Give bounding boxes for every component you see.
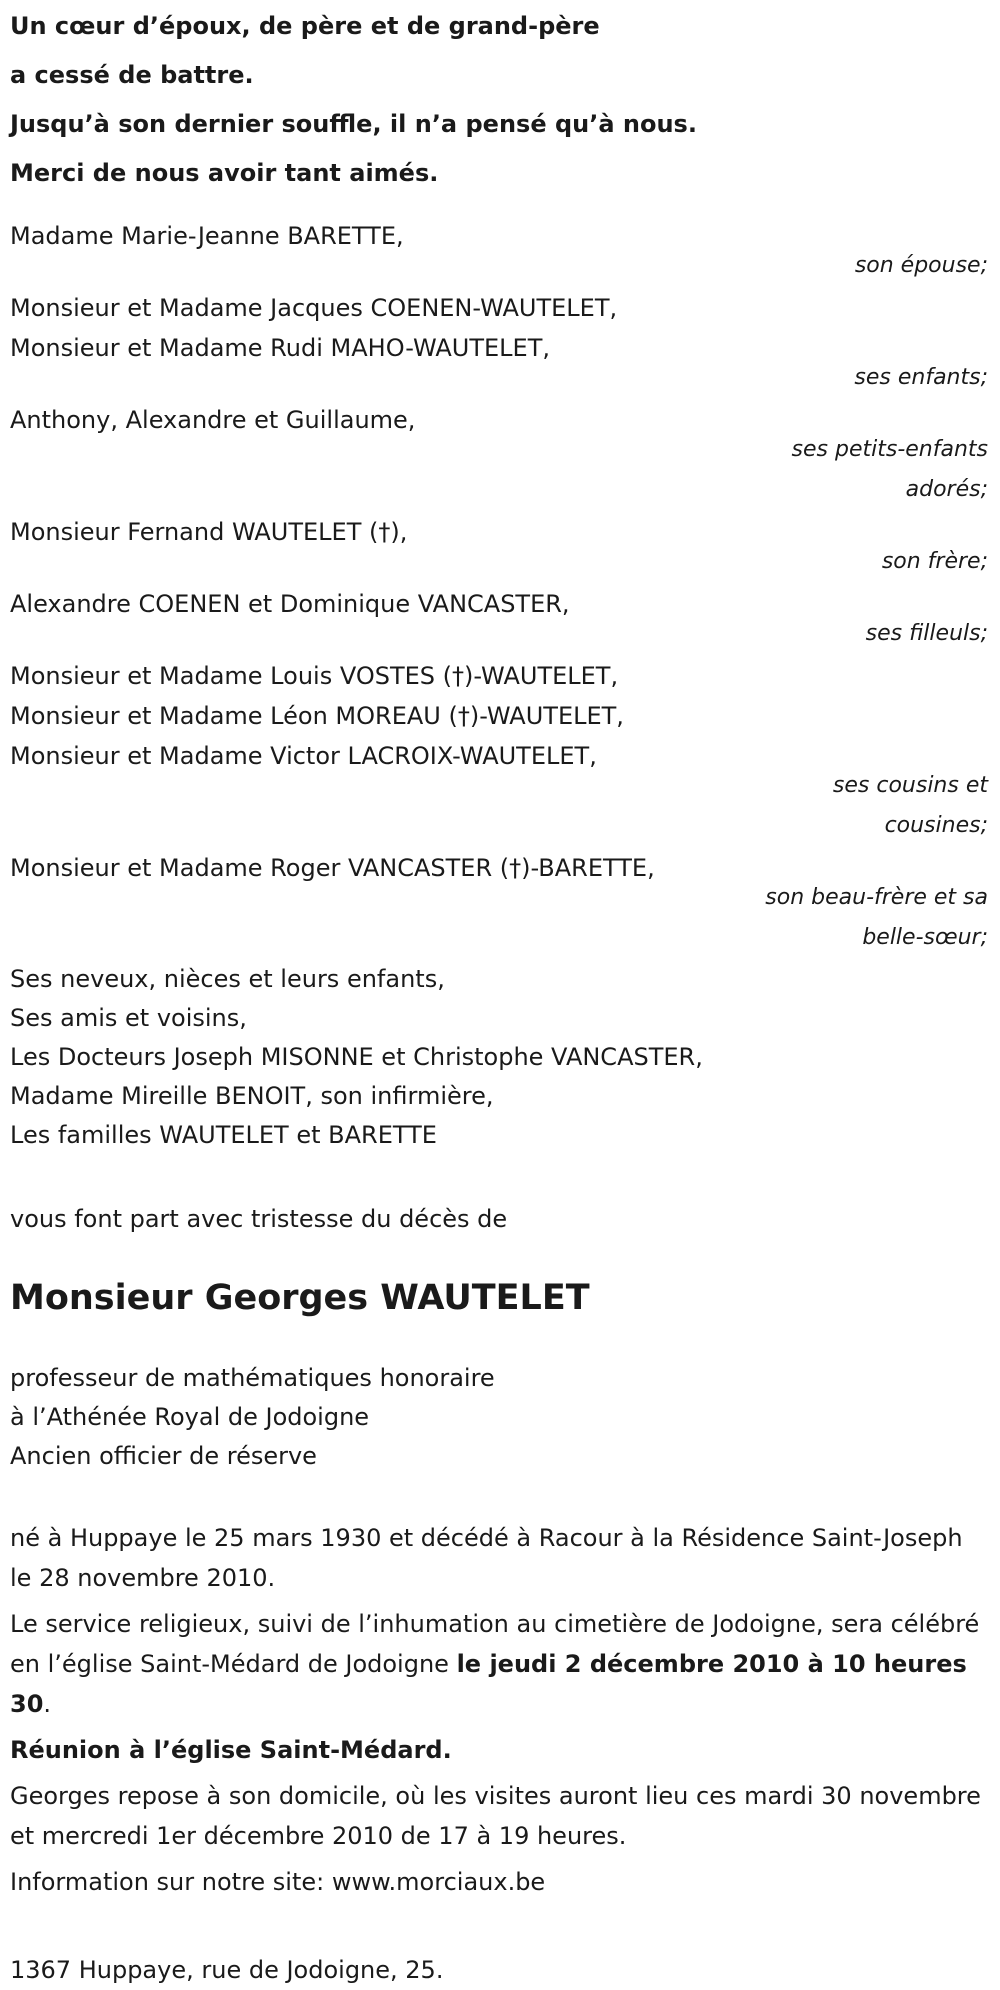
family-role-line: ses enfants; — [854, 365, 988, 390]
deceased-name: Monsieur Georges WAUTELET — [10, 1278, 590, 1318]
birth-death-info: né à Huppaye le 25 mars 1930 et décédé à Racour à la Résidence Saint-Joseph le 28 novembre 2010. — [10, 1524, 963, 1592]
mourner-line: Ses amis et voisins, — [10, 1004, 247, 1032]
announcement: vous font part avec tristesse du décès de — [10, 1205, 508, 1233]
intro-text — [10, 2, 988, 198]
mourner-line: Les Docteurs Joseph MISONNE et Christophe VANCASTER, — [10, 1043, 703, 1071]
family-group — [10, 288, 988, 398]
intro-line: a cessé de battre. — [10, 61, 254, 89]
family-role-line: adorés; — [905, 477, 988, 502]
deceased-titles — [10, 1359, 988, 1476]
intro-line: Merci de nous avoir tant aimés. — [10, 159, 439, 187]
service-end: . — [43, 1690, 52, 1718]
family-list — [10, 216, 988, 958]
intro-line: Jusqu’à son dernier souffle, il n’a pensé qu’à nous. — [10, 110, 697, 138]
family-role-line: ses petits-enfants — [791, 437, 988, 462]
family-role-line: son beau-frère et sa — [765, 885, 988, 910]
family-member-name: Monsieur et Madame Léon MOREAU (†)-WAUTELET, — [10, 702, 624, 730]
family-group — [10, 584, 988, 654]
family-member-name: Monsieur et Madame Roger VANCASTER (†)-BARETTE, — [10, 854, 655, 882]
family-role-line: ses filleuls; — [865, 621, 988, 646]
family-role-line: son frère; — [881, 549, 988, 574]
other-mourners-list — [10, 960, 988, 1155]
title-line: à l’Athénée Royal de Jodoigne — [10, 1403, 370, 1431]
family-role — [10, 430, 988, 510]
obituary-notice — [10, 0, 988, 1990]
visits-info: Georges repose à son domicile, où les visites auront lieu ces mardi 30 novembre et mercredi 1er décembre 2010 de 17 à 19 heures. — [10, 1782, 981, 1850]
family-role-line: son épouse; — [854, 253, 988, 278]
website-info: Information sur notre site: www.morciaux.be — [10, 1868, 546, 1896]
family-role-line: ses cousins et — [832, 773, 988, 798]
family-member-name: Alexandre COENEN et Dominique VANCASTER, — [10, 590, 570, 618]
family-group — [10, 848, 988, 958]
family-group — [10, 512, 988, 582]
family-role — [10, 878, 988, 958]
family-member-name: Monsieur et Madame Louis VOSTES (†)-WAUTELET, — [10, 662, 619, 690]
family-role-line: cousines; — [884, 813, 988, 838]
title-line: Ancien officier de réserve — [10, 1442, 317, 1470]
family-member-name: Monsieur et Madame Rudi MAHO-WAUTELET, — [10, 334, 550, 362]
family-role-line: belle-sœur; — [862, 925, 988, 950]
family-group — [10, 656, 988, 846]
mourner-line: Madame Mireille BENOIT, son infirmière, — [10, 1082, 494, 1110]
mourner-line: Ses neveux, nièces et leurs enfants, — [10, 965, 445, 993]
family-role — [10, 766, 988, 846]
family-member-name: Monsieur et Madame Jacques COENEN-WAUTELET, — [10, 294, 618, 322]
family-member-name: Madame Marie-Jeanne BARETTE, — [10, 222, 404, 250]
family-member-name: Monsieur et Madame Victor LACROIX-WAUTELET, — [10, 742, 597, 770]
title-line: professeur de mathématiques honoraire — [10, 1364, 495, 1392]
family-member-name: Anthony, Alexandre et Guillaume, — [10, 406, 416, 434]
service-text: Le service religieux, suivi de l’inhumation au cimetière de Jodoigne, sera célébré en l’église Saint-Médard de Jodoigne — [10, 1610, 980, 1678]
intro-line: Un cœur d’époux, de père et de grand-père — [10, 12, 600, 40]
meeting-info: Réunion à l’église Saint-Médard. — [10, 1736, 452, 1764]
family-group — [10, 400, 988, 510]
service-info — [10, 1604, 988, 1724]
address: 1367 Huppaye, rue de Jodoigne, 25. — [10, 1956, 444, 1984]
mourner-line: Les familles WAUTELET et BARETTE — [10, 1121, 437, 1149]
service-date: le jeudi 2 décembre 2010 à 10 heures 30 — [10, 1650, 967, 1718]
family-group — [10, 216, 988, 286]
family-member-name: Monsieur Fernand WAUTELET (†), — [10, 518, 408, 546]
